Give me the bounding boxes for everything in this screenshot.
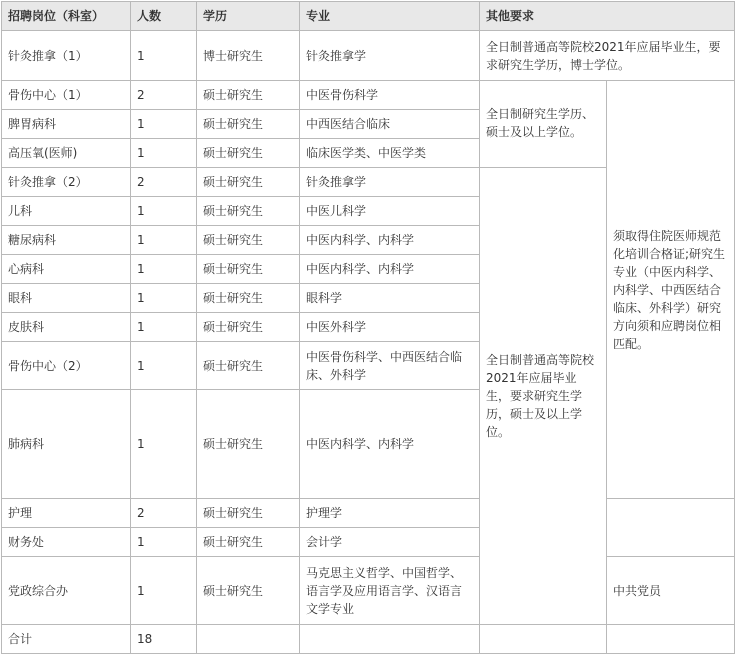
cell-degree: 硕士研究生: [197, 342, 300, 390]
cell-requirement-residency: 须取得住院医师规范化培训合格证;研究生专业（中医内科学、内科学、中西医结合临床、外科学）研究方向须和应聘岗位相匹配。: [607, 81, 735, 499]
cell-degree: 硕士研究生: [197, 255, 300, 284]
cell-count: 1: [131, 110, 197, 139]
cell-major: 中医骨伤科学、中西医结合临床、外科学: [300, 342, 480, 390]
table-row: [2, 31, 735, 81]
recruitment-table: [1, 1, 735, 654]
cell-post: 护理: [2, 499, 131, 528]
table-row: [2, 81, 735, 110]
cell-degree: 硕士研究生: [197, 81, 300, 110]
header-count: 人数: [131, 2, 197, 31]
cell-count: 1: [131, 528, 197, 557]
cell-post: 骨伤中心（1）: [2, 81, 131, 110]
cell-degree: 硕士研究生: [197, 499, 300, 528]
cell-post: 高压氧(医师): [2, 139, 131, 168]
cell-post: 儿科: [2, 197, 131, 226]
cell-count: 1: [131, 139, 197, 168]
cell-major: 中医骨伤科学: [300, 81, 480, 110]
cell-post: 眼科: [2, 284, 131, 313]
cell-degree: 硕士研究生: [197, 528, 300, 557]
cell-count: 1: [131, 313, 197, 342]
cell-major: 会计学: [300, 528, 480, 557]
cell-requirement-party: 中共党员: [607, 557, 735, 625]
cell-degree: 硕士研究生: [197, 390, 300, 499]
table-row: [2, 499, 735, 528]
cell-count: 1: [131, 255, 197, 284]
cell-major: 中医内科学、内科学: [300, 226, 480, 255]
cell-count: 1: [131, 390, 197, 499]
cell-requirement-doctor: 全日制普通高等院校2021年应届毕业生，要求研究生学历，博士学位。: [480, 31, 735, 81]
cell-count: 1: [131, 342, 197, 390]
total-row: [2, 625, 735, 654]
cell-post: 针灸推拿（1）: [2, 31, 131, 81]
header-degree: 学历: [197, 2, 300, 31]
cell-degree: 博士研究生: [197, 31, 300, 81]
total-empty-major: [300, 625, 480, 654]
cell-degree: 硕士研究生: [197, 197, 300, 226]
cell-count: 1: [131, 284, 197, 313]
cell-post: 骨伤中心（2）: [2, 342, 131, 390]
cell-post: 糖尿病科: [2, 226, 131, 255]
header-major: 专业: [300, 2, 480, 31]
cell-major: 临床医学类、中医学类: [300, 139, 480, 168]
cell-requirement-master-group1: 全日制研究生学历、硕士及以上学位。: [480, 81, 607, 168]
cell-post: 财务处: [2, 528, 131, 557]
cell-post: 心病科: [2, 255, 131, 284]
header-row: [2, 2, 735, 31]
cell-major: 中医外科学: [300, 313, 480, 342]
cell-degree: 硕士研究生: [197, 226, 300, 255]
cell-degree: 硕士研究生: [197, 110, 300, 139]
cell-major: 眼科学: [300, 284, 480, 313]
cell-major: 中医内科学、内科学: [300, 255, 480, 284]
cell-count: 1: [131, 197, 197, 226]
cell-major: 护理学: [300, 499, 480, 528]
total-label: 合计: [2, 625, 131, 654]
cell-count: 2: [131, 81, 197, 110]
total-count: 18: [131, 625, 197, 654]
cell-major: 针灸推拿学: [300, 31, 480, 81]
cell-degree: 硕士研究生: [197, 139, 300, 168]
cell-count: 1: [131, 31, 197, 81]
cell-major: 针灸推拿学: [300, 168, 480, 197]
cell-degree: 硕士研究生: [197, 168, 300, 197]
table-row: [2, 557, 735, 625]
cell-count: 1: [131, 557, 197, 625]
cell-post: 皮肤科: [2, 313, 131, 342]
total-empty-req1: [480, 625, 607, 654]
total-empty-req2: [607, 625, 735, 654]
cell-post: 脾胃病科: [2, 110, 131, 139]
cell-count: 1: [131, 226, 197, 255]
cell-post: 肺病科: [2, 390, 131, 499]
cell-count: 2: [131, 499, 197, 528]
header-requirements: 其他要求: [480, 2, 735, 31]
cell-degree: 硕士研究生: [197, 284, 300, 313]
cell-degree: 硕士研究生: [197, 313, 300, 342]
cell-degree: 硕士研究生: [197, 557, 300, 625]
cell-post: 党政综合办: [2, 557, 131, 625]
header-post: 招聘岗位（科室）: [2, 2, 131, 31]
cell-post: 针灸推拿（2）: [2, 168, 131, 197]
cell-major: 中医儿科学: [300, 197, 480, 226]
cell-count: 2: [131, 168, 197, 197]
total-empty-degree: [197, 625, 300, 654]
cell-major: 马克思主义哲学、中国哲学、语言学及应用语言学、汉语言文学专业: [300, 557, 480, 625]
cell-major: 中医内科学、内科学: [300, 390, 480, 499]
cell-requirement-master-group2: 全日制普通高等院校2021年应届毕业生，要求研究生学历，硕士及以上学位。: [480, 168, 607, 625]
cell-major: 中西医结合临床: [300, 110, 480, 139]
cell-requirement-empty: [607, 499, 735, 557]
